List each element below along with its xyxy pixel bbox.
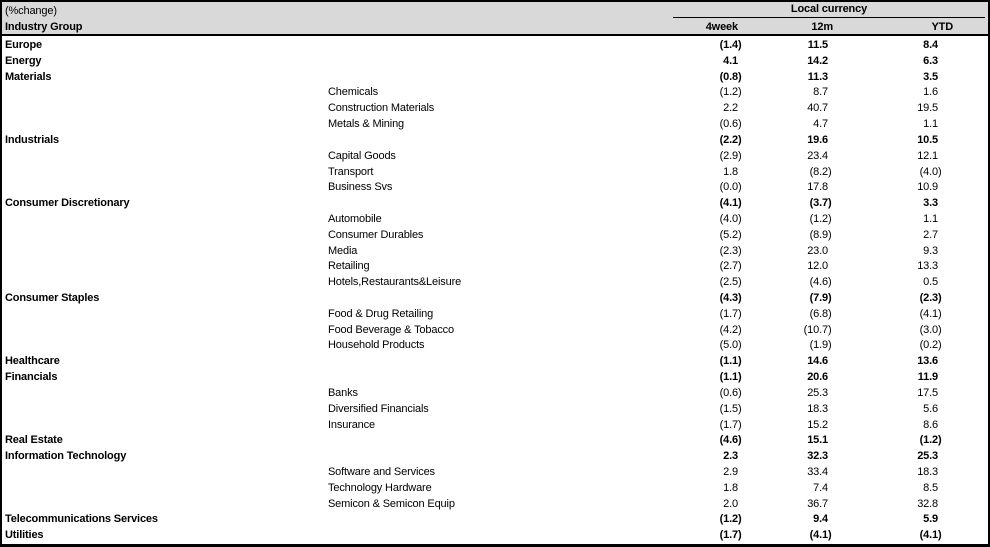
value-cell-4week: 2.9	[723, 465, 738, 478]
column-header-12m: 12m	[811, 21, 833, 33]
value-cell-12m: 7.4	[813, 481, 828, 494]
value-cell-12m: (4.6 )	[809, 276, 832, 289]
value-cell-ytd: 10.5	[917, 133, 938, 146]
value-cell-12m: 36.7	[807, 497, 828, 510]
value-cell-ytd: 5.6	[923, 402, 938, 415]
value-cell-ytd: 8.4	[923, 39, 938, 51]
table-row	[2, 165, 988, 181]
value-cell-ytd: (3.0 )	[919, 323, 942, 336]
value-cell-ytd: 11.9	[917, 371, 938, 384]
value-cell-4week: (1.4 )	[719, 39, 742, 51]
value-cell-12m: 33.4	[807, 465, 828, 478]
table-row	[2, 354, 988, 370]
value-cell-12m: (4.1 )	[809, 529, 832, 542]
value-cell-4week: (4.1 )	[719, 197, 742, 210]
industry-group-cell: Materials	[5, 70, 52, 83]
value-cell-12m: 23.4	[807, 149, 828, 162]
value-cell-12m: 40.7	[807, 102, 828, 115]
industry-group-cell: Telecommunications Services	[5, 513, 158, 526]
value-cell-4week: (2.3 )	[719, 244, 742, 257]
table-row	[2, 386, 988, 402]
table-row	[2, 512, 988, 528]
column-header-4week: 4week	[705, 21, 738, 33]
table-row	[2, 465, 988, 481]
industry-group-cell: Information Technology	[5, 450, 127, 463]
value-cell-12m: (7.9 )	[809, 292, 832, 304]
industry-group-cell: Consumer Discretionary	[5, 197, 130, 210]
sub-industry-cell: Capital Goods	[328, 149, 396, 162]
currency-group-label: Local currency	[790, 3, 868, 15]
table-row	[2, 275, 988, 291]
value-cell-ytd: 9.3	[923, 244, 938, 257]
value-cell-ytd: (4.1 )	[919, 307, 942, 320]
value-cell-ytd: 13.6	[917, 355, 938, 368]
value-cell-ytd: 6.3	[923, 54, 938, 67]
table-row	[2, 497, 988, 513]
sub-industry-cell: Semicon & Semicon Equip	[328, 497, 455, 510]
value-cell-4week: (5.0 )	[719, 339, 742, 352]
value-cell-12m: (8.9 )	[809, 228, 832, 241]
table-row	[2, 418, 988, 434]
value-cell-12m: 14.6	[807, 355, 828, 368]
value-cell-12m: 14.2	[807, 54, 828, 67]
value-cell-12m: 9.4	[813, 513, 828, 526]
value-cell-4week: 1.8	[723, 481, 738, 494]
table-row	[2, 38, 988, 54]
value-cell-ytd: (4.1 )	[919, 529, 942, 542]
value-cell-12m: (1.9 )	[809, 339, 832, 352]
value-cell-ytd: 17.5	[917, 386, 938, 399]
sub-industry-cell: Business Svs	[328, 181, 393, 194]
header-row-top	[2, 2, 988, 19]
value-cell-ytd: 1.6	[923, 86, 938, 99]
value-cell-12m: 11.3	[807, 70, 828, 83]
value-cell-4week: (0.0 )	[719, 181, 742, 194]
table-row	[2, 259, 988, 275]
header-row-columns	[2, 19, 988, 36]
sub-industry-cell: Chemicals	[328, 86, 378, 99]
value-cell-12m: (6.8 )	[809, 307, 832, 320]
table-row	[2, 433, 988, 449]
table-row	[2, 338, 988, 354]
value-cell-ytd: 5.9	[923, 513, 938, 526]
value-cell-4week: (0.6 )	[719, 118, 742, 131]
table-row	[2, 291, 988, 307]
value-cell-4week: (1.7 )	[719, 307, 742, 320]
value-cell-12m: 25.3	[807, 386, 828, 399]
value-cell-12m: (8.2 )	[809, 165, 832, 178]
value-cell-12m: (10.7 )	[803, 323, 832, 336]
table-row	[2, 117, 988, 133]
table-row	[2, 449, 988, 465]
value-cell-4week: (2.7 )	[719, 260, 742, 273]
industry-group-cell: Energy	[5, 54, 42, 67]
sub-industry-cell: Media	[328, 244, 358, 257]
value-cell-ytd: 2.7	[923, 228, 938, 241]
industry-group-header: Industry Group	[5, 21, 83, 33]
table-row	[2, 70, 988, 86]
value-cell-ytd: 8.5	[923, 481, 938, 494]
value-cell-ytd: 1.1	[923, 212, 938, 225]
value-cell-12m: 23.0	[807, 244, 828, 257]
sub-industry-cell: Diversified Financials	[328, 402, 429, 415]
value-cell-12m: (3.7 )	[809, 197, 832, 210]
sub-industry-cell: Technology Hardware	[328, 481, 432, 494]
value-cell-4week: (1.5 )	[719, 402, 742, 415]
value-cell-4week: 2.0	[723, 497, 738, 510]
value-cell-12m: 18.3	[807, 402, 828, 415]
industry-group-cell: Industrials	[5, 133, 59, 146]
industry-group-cell: Utilities	[5, 529, 44, 542]
value-cell-ytd: 10.9	[917, 181, 938, 194]
table-row	[2, 101, 988, 117]
percent-change-label: (%change)	[5, 5, 57, 17]
value-cell-4week: (0.8 )	[719, 70, 742, 83]
value-cell-4week: (1.7 )	[719, 529, 742, 542]
value-cell-4week: (2.9 )	[719, 149, 742, 162]
value-cell-ytd: 12.1	[917, 149, 938, 162]
value-cell-4week: (4.0 )	[719, 212, 742, 225]
sub-industry-cell: Food & Drug Retailing	[328, 307, 434, 320]
table-row	[2, 85, 988, 101]
table-row	[2, 370, 988, 386]
sub-industry-cell: Household Products	[328, 339, 425, 352]
industry-group-cell: Financials	[5, 371, 58, 384]
table-row	[2, 212, 988, 228]
value-cell-4week: 4.1	[723, 54, 738, 67]
value-cell-12m: 15.1	[807, 434, 828, 447]
table-row	[2, 54, 988, 70]
value-cell-4week: (1.1 )	[719, 371, 742, 384]
value-cell-ytd: 0.5	[923, 276, 938, 289]
value-cell-12m: 12.0	[807, 260, 828, 273]
value-cell-4week: (4.3 )	[719, 292, 742, 304]
value-cell-4week: (4.6 )	[719, 434, 742, 447]
value-cell-ytd: 18.3	[917, 465, 938, 478]
table-header	[2, 2, 988, 36]
table-row	[2, 323, 988, 339]
value-cell-4week: (5.2 )	[719, 228, 742, 241]
value-cell-4week: (2.5 )	[719, 276, 742, 289]
currency-group-header	[673, 2, 985, 18]
table-body	[2, 38, 988, 544]
table-row	[2, 133, 988, 149]
table-row	[2, 528, 988, 544]
value-cell-ytd: (4.0 )	[919, 165, 942, 178]
value-cell-ytd: (2.3 )	[919, 292, 942, 304]
value-cell-12m: 4.7	[813, 118, 828, 131]
value-cell-ytd: 8.6	[923, 418, 938, 431]
value-cell-4week: (1.1 )	[719, 355, 742, 368]
value-cell-ytd: 25.3	[917, 450, 938, 463]
value-cell-4week: (4.2 )	[719, 323, 742, 336]
value-cell-ytd: 1.1	[923, 118, 938, 131]
value-cell-ytd: 13.3	[917, 260, 938, 273]
value-cell-4week: (1.7 )	[719, 418, 742, 431]
table-row	[2, 307, 988, 323]
industry-group-cell: Europe	[5, 39, 42, 51]
value-cell-ytd: 3.3	[923, 197, 938, 210]
sub-industry-cell: Automobile	[328, 212, 382, 225]
industry-group-cell: Real Estate	[5, 434, 63, 447]
value-cell-4week: (1.2 )	[719, 86, 742, 99]
sub-industry-cell: Transport	[328, 165, 374, 178]
table-row	[2, 180, 988, 196]
value-cell-4week: 2.2	[723, 102, 738, 115]
sub-industry-header-spacer	[328, 19, 600, 36]
value-cell-4week: 2.3	[723, 450, 738, 463]
value-cell-12m: 8.7	[813, 86, 828, 99]
value-cell-4week: (2.2 )	[719, 133, 742, 146]
table-row	[2, 481, 988, 497]
column-header-ytd: YTD	[931, 21, 953, 33]
table-row	[2, 402, 988, 418]
sub-industry-cell: Retailing	[328, 260, 370, 273]
sub-industry-cell: Software and Services	[328, 465, 435, 478]
sub-industry-cell: Banks	[328, 386, 358, 399]
industry-group-cell: Consumer Staples	[5, 292, 100, 304]
value-cell-4week: (1.2 )	[719, 513, 742, 526]
industry-group-cell: Healthcare	[5, 355, 60, 368]
value-cell-4week: (0.6 )	[719, 386, 742, 399]
sub-industry-cell: Metals & Mining	[328, 118, 405, 131]
value-cell-12m: 11.5	[807, 39, 828, 51]
table-row	[2, 196, 988, 212]
sub-industry-cell: Hotels,Restaurants&Leisure	[328, 276, 462, 289]
table-row	[2, 228, 988, 244]
value-cell-12m: 15.2	[807, 418, 828, 431]
value-cell-ytd: 32.8	[917, 497, 938, 510]
sub-industry-cell: Food Beverage & Tobacco	[328, 323, 454, 336]
table-row	[2, 149, 988, 165]
value-cell-ytd: (0.2 )	[919, 339, 942, 352]
sub-industry-cell: Construction Materials	[328, 102, 435, 115]
sub-industry-cell: Insurance	[328, 418, 375, 431]
value-cell-4week: 1.8	[723, 165, 738, 178]
value-cell-12m: (1.2 )	[809, 212, 832, 225]
table-row	[2, 244, 988, 260]
value-cell-12m: 20.6	[807, 371, 828, 384]
value-cell-12m: 17.8	[807, 181, 828, 194]
value-cell-12m: 19.6	[807, 133, 828, 146]
value-cell-ytd: 19.5	[917, 102, 938, 115]
value-cell-12m: 32.3	[807, 450, 828, 463]
value-cell-ytd: 3.5	[923, 70, 938, 83]
value-cell-ytd: (1.2 )	[919, 434, 942, 447]
sub-industry-cell: Consumer Durables	[328, 228, 424, 241]
